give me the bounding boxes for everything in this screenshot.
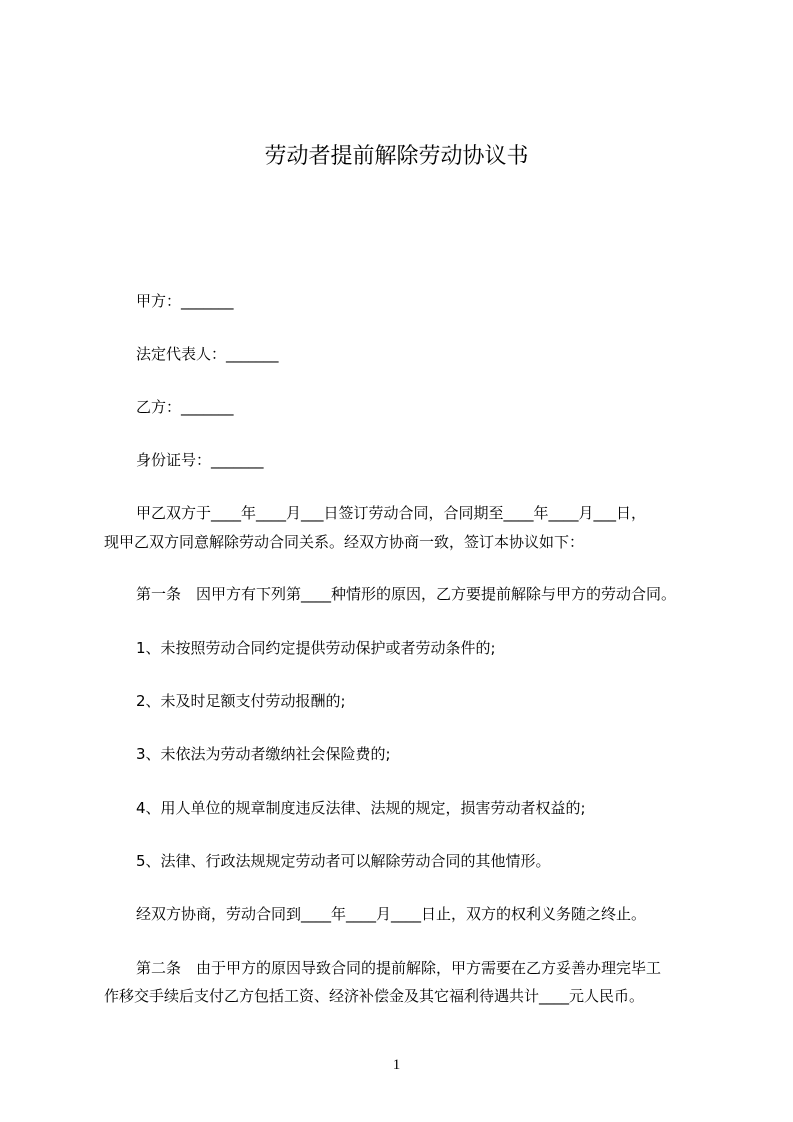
document-title: 劳动者提前解除劳动协议书	[264, 144, 529, 169]
intro-paragraph-line-1: 甲乙双方于____年____月___日签订劳动合同，合同期至____年____月___日，	[136, 504, 647, 522]
termination-paragraph: 经双方协商，劳动合同到____年____月____日止，双方的权利义务随之终止。	[136, 905, 647, 923]
list-item: 1、未按照劳动合同约定提供劳动保护或者劳动条件的;	[136, 639, 496, 657]
article-2-line-1: 第二条 由于甲方的原因导致合同的提前解除，甲方需要在乙方妥善办理完毕工	[136, 959, 662, 977]
id-number-line: 身份证号：_______	[136, 451, 264, 469]
page-number: 1	[392, 1057, 401, 1073]
list-item: 3、未依法为劳动者缴纳社会保险费的;	[136, 745, 391, 763]
intro-paragraph-line-2: 现甲乙双方同意解除劳动合同关系。经双方协商一致，签订本协议如下：	[104, 533, 585, 551]
article-1: 第一条 因甲方有下列第____种情形的原因，乙方要提前解除与甲方的劳动合同。	[136, 585, 677, 603]
party-a-line: 甲方：_______	[136, 292, 234, 310]
article-2-line-2: 作移交手续后支付乙方包括工资、经济补偿金及其它福利待遇共计____元人民币。	[104, 987, 645, 1005]
party-b-line: 乙方：_______	[136, 398, 234, 416]
legal-representative-line: 法定代表人：_______	[136, 345, 279, 363]
list-item: 5、法律、行政法规规定劳动者可以解除劳动合同的其他情形。	[136, 852, 551, 870]
list-item: 2、未及时足额支付劳动报酬的;	[136, 692, 346, 710]
list-item: 4、用人单位的规章制度违反法律、法规的规定，损害劳动者权益的;	[136, 799, 586, 817]
